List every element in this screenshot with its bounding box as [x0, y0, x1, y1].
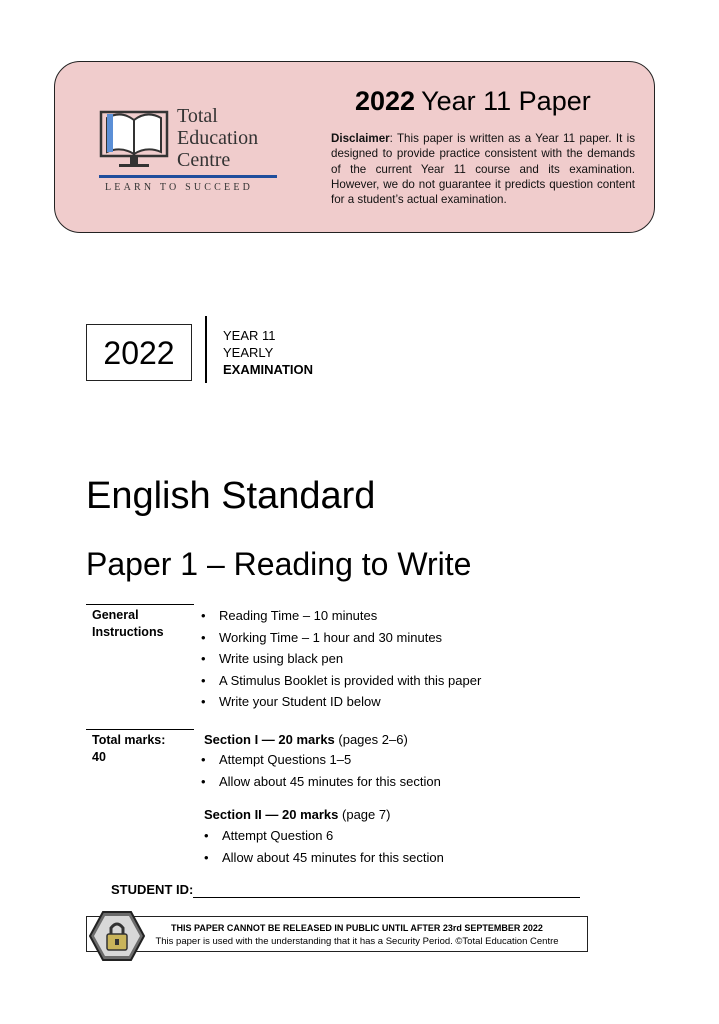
paper-title: 2022 Year 11 Paper	[355, 86, 591, 116]
divider	[86, 729, 194, 730]
list-item: • Attempt Question 6	[202, 825, 444, 847]
header-banner	[54, 61, 655, 233]
list-item: • Write your Student ID below	[199, 691, 481, 713]
open-book-monitor-icon	[99, 102, 171, 172]
student-id-label: STUDENT ID:	[111, 882, 194, 897]
list-item: • Reading Time – 10 minutes	[199, 605, 481, 627]
section-1-heading: Section I — 20 marks (pages 2–6)	[204, 732, 408, 747]
total-education-centre-logo	[99, 102, 279, 202]
logo-wordmark: Total Education Centre	[177, 105, 259, 171]
divider	[86, 604, 194, 605]
logo-rule	[99, 175, 277, 178]
list-item: • Write using black pen	[199, 648, 481, 670]
list-item: • Allow about 45 minutes for this section	[202, 847, 444, 869]
total-marks-label: Total marks: 40	[92, 733, 166, 764]
exam-type: YEAR 11 YEARLY EXAMINATION	[223, 328, 314, 377]
section-2-heading: Section II — 20 marks (page 7)	[204, 807, 391, 822]
disclaimer: Disclaimer: This paper is written as a Year 11 paper. It is designed to provide practice consistent with the demands of the current Year 11 course and its examination. However, we do not guarantee it predicts question content for a student’s actual examination.	[331, 132, 635, 207]
security-notice: This paper is used with the understanding that it has a Security Period. ©Total Education Centre	[155, 936, 559, 947]
section-2-list	[202, 825, 444, 868]
section-1-list	[199, 749, 441, 792]
list-item: • Allow about 45 minutes for this section	[199, 771, 441, 793]
exam-year-box: 2022	[86, 324, 192, 381]
list-item: • Working Time – 1 hour and 30 minutes	[199, 627, 481, 649]
paper-name: Paper 1 – Reading to Write	[86, 546, 472, 582]
general-instructions-label: General Instructions	[92, 608, 164, 639]
logo-tagline: LEARN TO SUCCEED	[105, 182, 254, 193]
student-id-field[interactable]	[193, 897, 580, 898]
divider	[205, 316, 207, 383]
release-notice: THIS PAPER CANNOT BE RELEASED IN PUBLIC UNTIL AFTER 23rd SEPTEMBER 2022	[171, 923, 543, 933]
general-instructions-list	[199, 605, 481, 713]
subject-title: English Standard	[86, 475, 376, 517]
list-item: • Attempt Questions 1–5	[199, 749, 441, 771]
security-footer	[86, 916, 588, 952]
list-item: • A Stimulus Booklet is provided with this paper	[199, 670, 481, 692]
